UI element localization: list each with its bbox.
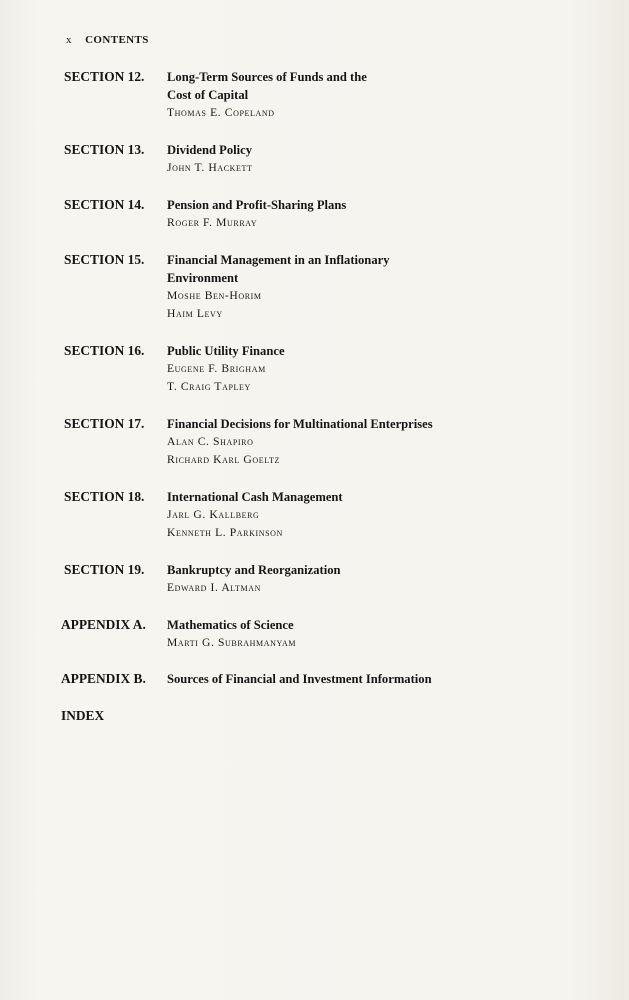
- entry-title-line: Financial Management in an Inflationary: [167, 253, 390, 267]
- entry-body: [167, 68, 512, 122]
- entry-label: SECTION 16.: [64, 343, 145, 358]
- entry-label: SECTION 12.: [64, 69, 145, 84]
- entry-title-line: Cost of Capital: [167, 88, 249, 102]
- entry-title-line: Mathematics of Science: [167, 618, 294, 632]
- entry-author: Kenneth L. Parkinson: [167, 526, 283, 539]
- entry-body: [167, 670, 512, 688]
- entry-body: [167, 141, 512, 177]
- entry-title-line: Environment: [167, 271, 239, 285]
- entry-body: [167, 415, 512, 469]
- entry-title-line: International Cash Management: [167, 490, 343, 504]
- entry-author: Jarl G. Kallberg: [167, 508, 260, 521]
- entry-author: Thomas E. Copeland: [167, 106, 275, 119]
- entry-author: Eugene F. Brigham: [167, 362, 266, 375]
- page-number: x: [66, 34, 72, 46]
- entry-title-line: Long-Term Sources of Funds and the: [167, 70, 367, 84]
- entry-author: Moshe Ben-Horim: [167, 289, 262, 302]
- entry-title-line: Pension and Profit-Sharing Plans: [167, 198, 347, 212]
- entry-author: Haim Levy: [167, 307, 223, 320]
- entry-title-line: Dividend Policy: [167, 143, 253, 157]
- entry-body: [167, 196, 512, 232]
- entry-title-line: Financial Decisions for Multinational Enterprises: [167, 417, 433, 431]
- entry-body: [167, 488, 512, 542]
- entry-author: Edward I. Altman: [167, 581, 262, 594]
- entry-title-line: Public Utility Finance: [167, 344, 285, 358]
- entry-title-line: Sources of Financial and Investment Information: [167, 672, 432, 686]
- entry-author: Alan C. Shapiro: [167, 435, 254, 448]
- entry-label: SECTION 15.: [64, 252, 145, 267]
- entry-author: Roger F. Murray: [167, 216, 258, 229]
- entry-author: T. Craig Tapley: [167, 380, 251, 393]
- running-head-title: CONTENTS: [85, 34, 149, 46]
- entry-body: [167, 561, 512, 597]
- entry-label: SECTION 19.: [64, 562, 145, 577]
- entry-label: INDEX: [61, 708, 105, 723]
- entry-label: SECTION 14.: [64, 197, 145, 212]
- entry-body: [167, 616, 512, 652]
- running-head: [66, 34, 149, 46]
- entry-label: APPENDIX B.: [61, 671, 146, 686]
- entry-label: SECTION 17.: [64, 416, 145, 431]
- entry-label: APPENDIX A.: [61, 617, 146, 632]
- entry-author: John T. Hackett: [167, 161, 253, 174]
- entry-author: Richard Karl Goeltz: [167, 453, 280, 466]
- entry-title-line: Bankruptcy and Reorganization: [167, 563, 341, 577]
- entry-label: SECTION 13.: [64, 142, 145, 157]
- entry-body: [167, 251, 512, 323]
- entry-label: SECTION 18.: [64, 489, 145, 504]
- entry-body: [167, 342, 512, 396]
- entry-author: Marti G. Subrahmanyam: [167, 636, 297, 649]
